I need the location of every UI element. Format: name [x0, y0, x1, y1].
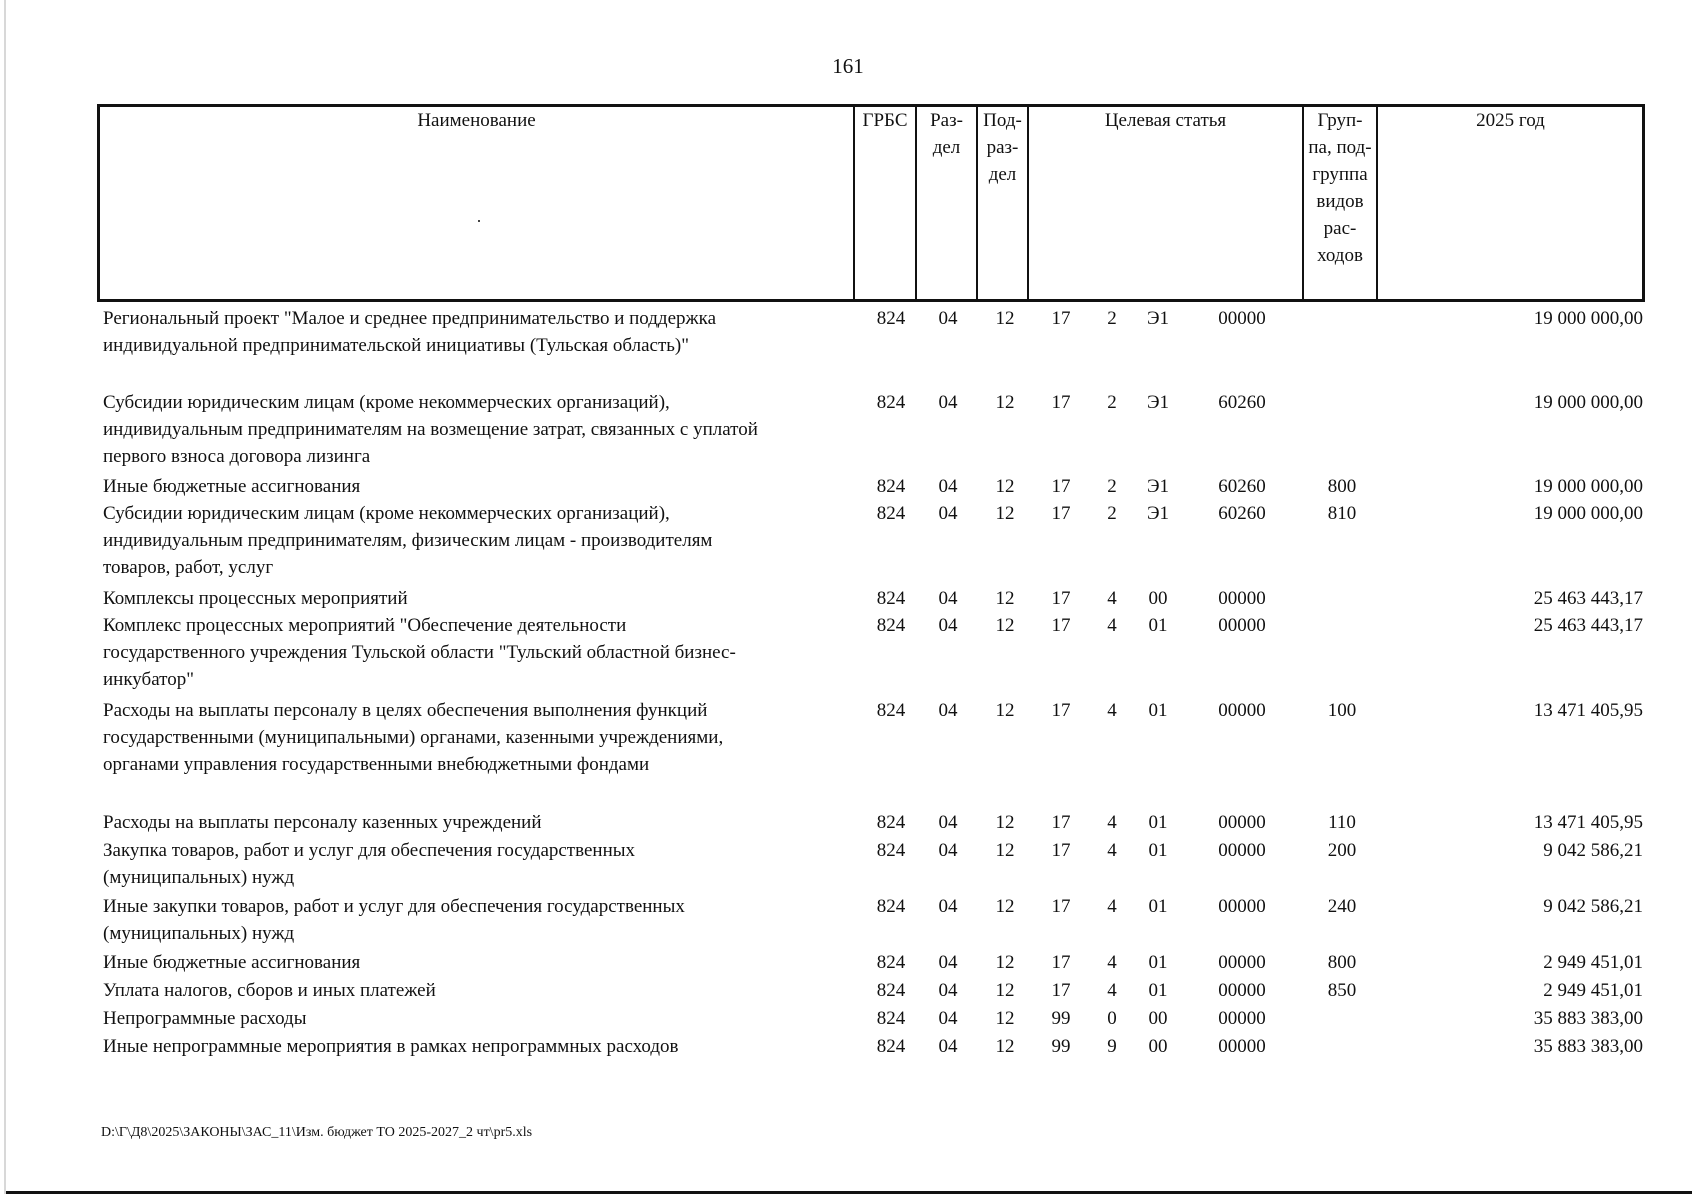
row-target-type: 4 [1107, 588, 1117, 609]
row-target-type: 4 [1107, 615, 1117, 636]
row-target-direction: 00000 [1218, 952, 1266, 973]
row-grbs: 824 [876, 476, 906, 497]
row-name-line: Иные бюджетные ассигнования [103, 476, 361, 497]
row-amount: 25 463 443,17 [1533, 615, 1643, 636]
row-group: 240 [1327, 896, 1357, 917]
row-grbs: 824 [876, 1008, 906, 1029]
row-group: 850 [1327, 980, 1357, 1001]
scan-speck [478, 220, 480, 222]
row-name [103, 893, 858, 947]
row-target-direction: 00000 [1218, 1008, 1266, 1029]
footer-file-path: D:\Г\Д8\2025\ЗАКОНЫ\ЗАС_11\Изм. бюджет ТО 2025-2027_2 чт\pr5.xls [101, 1125, 533, 1140]
row-name-line: (муниципальных) нужд [103, 923, 295, 944]
row-name-line: государственными (муниципальными) органами, казенными учреждениями, [103, 727, 724, 748]
row-group: 200 [1327, 840, 1357, 861]
header-podrazdel-line: раз- [986, 137, 1019, 158]
row-name [103, 585, 858, 612]
row-razdel: 04 [938, 503, 958, 524]
header-year: 2025 год [1476, 110, 1545, 131]
row-target-element: 01 [1148, 896, 1168, 917]
row-target-type: 2 [1107, 392, 1117, 413]
header-podrazdel [978, 107, 1027, 188]
row-name-line: инкубатор" [103, 669, 194, 690]
row-target-program: 17 [1051, 840, 1071, 861]
row-name [103, 837, 858, 891]
row-name-line: (муниципальных) нужд [103, 867, 295, 888]
header-grbs: ГРБС [862, 110, 908, 131]
row-name-line: Расходы на выплаты персоналу казенных учреждений [103, 812, 542, 833]
row-amount: 19 000 000,00 [1533, 503, 1643, 524]
row-podrazdel: 12 [995, 812, 1015, 833]
row-name [103, 389, 858, 470]
row-target-type: 4 [1107, 812, 1117, 833]
row-target-direction: 00000 [1218, 812, 1266, 833]
row-name [103, 305, 858, 359]
row-target-element: 01 [1148, 700, 1168, 721]
row-razdel: 04 [938, 615, 958, 636]
page-bottom-edge [6, 1191, 1692, 1194]
row-amount: 2 949 451,01 [1543, 952, 1643, 973]
row-target-type: 2 [1107, 308, 1117, 329]
row-grbs: 824 [876, 1036, 906, 1057]
row-target-direction: 00000 [1218, 588, 1266, 609]
row-amount: 13 471 405,95 [1533, 812, 1643, 833]
header-name: Наименование [417, 110, 536, 131]
row-target-program: 99 [1051, 1036, 1071, 1057]
row-name-line: государственного учреждения Тульской области "Тульский областной бизнес- [103, 642, 736, 663]
row-target-element: 00 [1148, 1036, 1168, 1057]
row-amount: 35 883 383,00 [1533, 1036, 1643, 1057]
row-target-direction: 00000 [1218, 700, 1266, 721]
row-podrazdel: 12 [995, 392, 1015, 413]
row-target-direction: 60260 [1218, 392, 1266, 413]
row-grbs: 824 [876, 812, 906, 833]
row-name-line: Закупка товаров, работ и услуг для обеспечения государственных [103, 840, 636, 861]
row-group: 100 [1327, 700, 1357, 721]
row-name [103, 1033, 858, 1060]
row-name-line: товаров, работ, услуг [103, 557, 274, 578]
row-razdel: 04 [938, 700, 958, 721]
row-podrazdel: 12 [995, 588, 1015, 609]
row-name-line: Региональный проект "Малое и среднее предпринимательство и поддержка [103, 308, 717, 329]
row-target-element: Э1 [1146, 392, 1170, 413]
row-target-element: 01 [1148, 615, 1168, 636]
row-grbs: 824 [876, 896, 906, 917]
row-grbs: 824 [876, 980, 906, 1001]
row-name-line: Уплата налогов, сборов и иных платежей [103, 980, 436, 1001]
row-name [103, 697, 858, 778]
row-target-type: 2 [1107, 503, 1117, 524]
header-podrazdel-line: Под- [983, 110, 1022, 131]
row-target-direction: 00000 [1218, 896, 1266, 917]
row-target-element: 01 [1148, 840, 1168, 861]
row-name-line: Комплекс процессных мероприятий "Обеспечение деятельности [103, 615, 627, 636]
row-amount: 13 471 405,95 [1533, 700, 1643, 721]
row-razdel: 04 [938, 980, 958, 1001]
row-amount: 2 949 451,01 [1543, 980, 1643, 1001]
row-target-program: 17 [1051, 503, 1071, 524]
row-podrazdel: 12 [995, 952, 1015, 973]
row-podrazdel: 12 [995, 700, 1015, 721]
row-target-direction: 60260 [1218, 503, 1266, 524]
row-target-program: 17 [1051, 308, 1071, 329]
row-amount: 19 000 000,00 [1533, 308, 1643, 329]
row-target-program: 17 [1051, 700, 1071, 721]
row-grbs: 824 [876, 588, 906, 609]
row-target-program: 17 [1051, 952, 1071, 973]
row-target-program: 17 [1051, 812, 1071, 833]
row-group: 800 [1327, 952, 1357, 973]
row-name-line: Непрограммные расходы [103, 1008, 307, 1029]
row-target-program: 17 [1051, 392, 1071, 413]
row-target-direction: 60260 [1218, 476, 1266, 497]
row-target-element: Э1 [1146, 308, 1170, 329]
row-name-line: Комплексы процессных мероприятий [103, 588, 408, 609]
row-group: 110 [1328, 812, 1356, 833]
row-amount: 9 042 586,21 [1543, 840, 1643, 861]
row-target-element: Э1 [1146, 503, 1170, 524]
row-target-type: 2 [1107, 476, 1117, 497]
row-target-element: Э1 [1146, 476, 1170, 497]
row-target-type: 4 [1107, 840, 1117, 861]
row-grbs: 824 [876, 392, 906, 413]
header-group-line: ходов [1317, 245, 1363, 266]
row-name-line: индивидуальным предпринимателям, физическим лицам - производителям [103, 530, 713, 551]
header-razdel [917, 107, 976, 161]
row-razdel: 04 [938, 308, 958, 329]
row-name [103, 500, 858, 581]
row-podrazdel: 12 [995, 615, 1015, 636]
row-grbs: 824 [876, 503, 906, 524]
row-name-line: индивидуальным предпринимателям на возмещение затрат, связанных с уплатой [103, 419, 758, 440]
header-group-line: Груп- [1317, 110, 1363, 131]
row-razdel: 04 [938, 588, 958, 609]
row-target-direction: 00000 [1218, 1036, 1266, 1057]
row-name-line: индивидуальной предпринимательской инициативы (Тульская область)" [103, 335, 690, 356]
header-group-line: рас- [1323, 218, 1357, 239]
row-podrazdel: 12 [995, 1036, 1015, 1057]
row-target-program: 17 [1051, 588, 1071, 609]
row-grbs: 824 [876, 952, 906, 973]
row-name-line: Иные закупки товаров, работ и услуг для обеспечения государственных [103, 896, 685, 917]
row-podrazdel: 12 [995, 503, 1015, 524]
row-name-line: Субсидии юридическим лицам (кроме некоммерческих организаций), [103, 392, 670, 413]
row-name [103, 473, 858, 500]
row-name-line: первого взноса договора лизинга [103, 446, 371, 467]
row-podrazdel: 12 [995, 308, 1015, 329]
header-razdel-line: дел [932, 137, 961, 158]
row-name [103, 977, 858, 1004]
row-target-element: 01 [1148, 952, 1168, 973]
row-name [103, 809, 858, 836]
row-target-direction: 00000 [1218, 615, 1266, 636]
row-grbs: 824 [876, 308, 906, 329]
row-target-direction: 00000 [1218, 980, 1266, 1001]
row-target-type: 4 [1107, 952, 1117, 973]
row-group: 800 [1327, 476, 1357, 497]
row-name-line: органами управления государственными внебюджетными фондами [103, 754, 650, 775]
row-target-element: 00 [1148, 1008, 1168, 1029]
row-name-line: Иные бюджетные ассигнования [103, 952, 361, 973]
row-razdel: 04 [938, 1008, 958, 1029]
row-target-program: 17 [1051, 476, 1071, 497]
row-grbs: 824 [876, 700, 906, 721]
row-target-type: 4 [1107, 980, 1117, 1001]
row-target-element: 01 [1148, 980, 1168, 1001]
row-target-program: 99 [1051, 1008, 1071, 1029]
row-name [103, 612, 858, 693]
row-group: 810 [1327, 503, 1357, 524]
row-razdel: 04 [938, 896, 958, 917]
row-name-line: Расходы на выплаты персоналу в целях обеспечения выполнения функций [103, 700, 708, 721]
row-amount: 19 000 000,00 [1533, 476, 1643, 497]
row-razdel: 04 [938, 1036, 958, 1057]
row-target-direction: 00000 [1218, 840, 1266, 861]
row-amount: 19 000 000,00 [1533, 392, 1643, 413]
row-podrazdel: 12 [995, 840, 1015, 861]
row-target-program: 17 [1051, 896, 1071, 917]
row-target-type: 4 [1107, 896, 1117, 917]
row-target-element: 01 [1148, 812, 1168, 833]
row-name-line: Иные непрограммные мероприятия в рамках непрограммных расходов [103, 1036, 679, 1057]
page-left-edge [4, 0, 6, 1194]
row-target-type: 9 [1107, 1036, 1117, 1057]
row-name-line: Субсидии юридическим лицам (кроме некоммерческих организаций), [103, 503, 670, 524]
header-group-line: видов [1316, 191, 1364, 212]
row-podrazdel: 12 [995, 980, 1015, 1001]
row-razdel: 04 [938, 840, 958, 861]
page-number: 161 [832, 54, 864, 78]
row-razdel: 04 [938, 392, 958, 413]
row-target-type: 0 [1107, 1008, 1117, 1029]
row-razdel: 04 [938, 952, 958, 973]
header-group-line: группа [1312, 164, 1368, 185]
row-target-direction: 00000 [1218, 308, 1266, 329]
header-razdel-line: Раз- [930, 110, 963, 131]
row-grbs: 824 [876, 615, 906, 636]
row-target-element: 00 [1148, 588, 1168, 609]
header-group [1304, 107, 1376, 269]
row-target-type: 4 [1107, 700, 1117, 721]
row-amount: 25 463 443,17 [1533, 588, 1643, 609]
row-razdel: 04 [938, 476, 958, 497]
row-name [103, 1005, 858, 1032]
row-grbs: 824 [876, 840, 906, 861]
row-name [103, 949, 858, 976]
row-amount: 9 042 586,21 [1543, 896, 1643, 917]
row-podrazdel: 12 [995, 1008, 1015, 1029]
header-podrazdel-line: дел [988, 164, 1017, 185]
row-amount: 35 883 383,00 [1533, 1008, 1643, 1029]
header-group-line: па, под- [1308, 137, 1372, 158]
row-razdel: 04 [938, 812, 958, 833]
row-target-program: 17 [1051, 615, 1071, 636]
row-target-program: 17 [1051, 980, 1071, 1001]
row-podrazdel: 12 [995, 476, 1015, 497]
header-target: Целевая статья [1104, 110, 1227, 131]
row-podrazdel: 12 [995, 896, 1015, 917]
